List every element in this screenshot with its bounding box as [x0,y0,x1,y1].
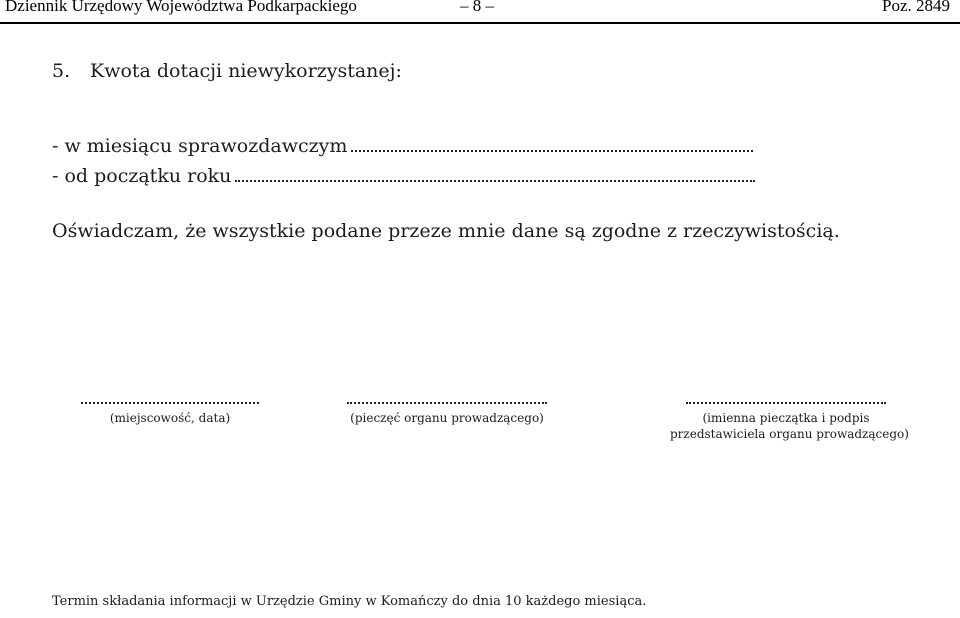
page-number: – 8 – [460,0,494,15]
journal-title: Dziennik Urzędowy Województwa Podkarpackiego [5,0,357,15]
unused-grant-month-row [52,134,753,157]
place-date-fill-line [81,392,259,404]
signature-caption-line1: (imienna pieczątka i podpis [702,411,870,425]
position-number: Poz. 2849 [882,0,950,15]
signature-caption-line2: przedstawiciela organu prowadzącego) [670,427,909,441]
place-date-field [70,392,270,426]
place-date-caption: (miejscowość, data) [109,411,231,425]
unused-grant-month-fill-line [351,134,753,152]
unused-grant-month-label: - w miesiącu sprawozdawczym [52,135,348,157]
submission-deadline-note: Termin składania informacji w Urzędzie Gminy w Komańczy do dnia 10 każdego miesiąca. [52,594,647,609]
stamp-field [338,392,556,426]
unused-grant-year-fill-line [235,164,755,182]
document-header [0,0,960,24]
signature-field [670,392,909,442]
section-heading [52,60,402,82]
declaration-statement: Oświadczam, że wszystkie podane przeze mnie dane są zgodne z rzeczywistością. [52,220,840,242]
stamp-caption: (pieczęć organu prowadzącego) [350,411,544,425]
unused-grant-year-label: - od początku roku [52,165,232,187]
section-number: 5. [52,60,71,82]
section-title: Kwota dotacji niewykorzystanej: [90,60,402,82]
stamp-fill-line [347,392,547,404]
unused-grant-year-row [52,164,755,187]
signature-fill-line [686,392,886,404]
